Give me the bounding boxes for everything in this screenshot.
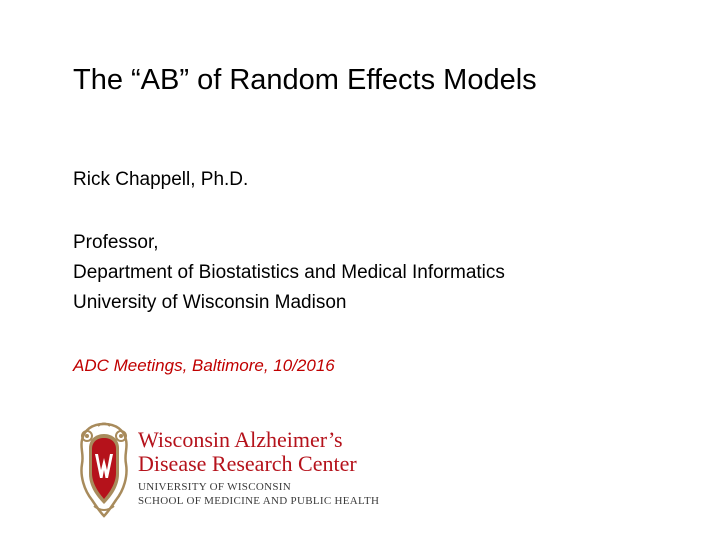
wadrc-logo bbox=[78, 420, 398, 520]
affiliation-title: Professor, bbox=[73, 232, 159, 253]
logo-center-name-line2: Disease Research Center bbox=[138, 451, 357, 476]
logo-center-name-line1: Wisconsin Alzheimer’s bbox=[138, 427, 343, 452]
logo-university: UNIVERSITY OF WISCONSIN bbox=[138, 481, 291, 493]
affiliation-department: Department of Biostatistics and Medical Informatics bbox=[73, 262, 505, 283]
logo-text bbox=[138, 428, 379, 508]
affiliation-university: University of Wisconsin Madison bbox=[73, 292, 347, 313]
meeting-info: ADC Meetings, Baltimore, 10/2016 bbox=[73, 356, 335, 375]
logo-school: SCHOOL OF MEDICINE AND PUBLIC HEALTH bbox=[138, 495, 380, 507]
slide-title: The “AB” of Random Effects Models bbox=[73, 64, 537, 96]
author-name: Rick Chappell, Ph.D. bbox=[73, 169, 249, 190]
affiliation-block bbox=[73, 228, 505, 318]
wisconsin-crest-icon bbox=[78, 420, 130, 518]
